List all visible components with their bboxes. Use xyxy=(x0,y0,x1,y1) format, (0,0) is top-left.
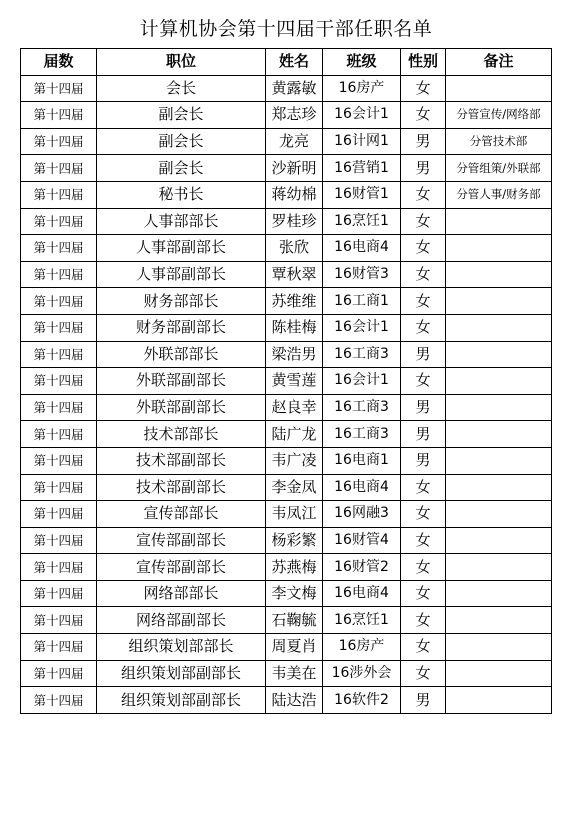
cell-gender: 女 xyxy=(401,261,446,288)
table-row xyxy=(21,102,552,129)
cell-position: 副会长 xyxy=(97,102,266,129)
cell-gender: 男 xyxy=(401,447,446,474)
cell-class: 16工商3 xyxy=(323,394,401,421)
cell-note xyxy=(446,208,552,235)
cell-class: 16财管1 xyxy=(323,181,401,208)
cell-name: 韦美在 xyxy=(266,660,323,687)
table-row xyxy=(21,261,552,288)
cell-position: 外联部副部长 xyxy=(97,394,266,421)
cell-name: 苏维维 xyxy=(266,288,323,315)
table-row xyxy=(21,155,552,182)
header-gender: 性别 xyxy=(401,49,446,76)
cell-term: 第十四届 xyxy=(21,368,97,395)
table-row xyxy=(21,527,552,554)
table-row xyxy=(21,368,552,395)
cell-term: 第十四届 xyxy=(21,527,97,554)
cell-class: 16电商1 xyxy=(323,447,401,474)
cell-gender: 男 xyxy=(401,155,446,182)
cell-name: 沙新明 xyxy=(266,155,323,182)
cell-position: 组织策划部副部长 xyxy=(97,687,266,714)
cell-name: 赵良幸 xyxy=(266,394,323,421)
table-row xyxy=(21,580,552,607)
cell-gender: 男 xyxy=(401,128,446,155)
cell-term: 第十四届 xyxy=(21,208,97,235)
table-row xyxy=(21,235,552,262)
cell-class: 16房产 xyxy=(323,75,401,102)
cell-name: 陆广龙 xyxy=(266,421,323,448)
cell-position: 网络部部长 xyxy=(97,580,266,607)
cell-term: 第十四届 xyxy=(21,394,97,421)
cell-name: 李金凤 xyxy=(266,474,323,501)
cell-position: 组织策划部副部长 xyxy=(97,660,266,687)
cell-position: 技术部副部长 xyxy=(97,474,266,501)
cell-class: 16网融3 xyxy=(323,501,401,528)
cell-term: 第十四届 xyxy=(21,580,97,607)
table-row xyxy=(21,474,552,501)
header-term: 届数 xyxy=(21,49,97,76)
cell-name: 韦凤江 xyxy=(266,501,323,528)
cell-gender: 女 xyxy=(401,288,446,315)
table-row xyxy=(21,341,552,368)
table-row xyxy=(21,501,552,528)
cell-term: 第十四届 xyxy=(21,102,97,129)
cell-class: 16财管2 xyxy=(323,554,401,581)
cell-position: 人事部副部长 xyxy=(97,261,266,288)
cell-class: 16电商4 xyxy=(323,580,401,607)
cell-class: 16工商3 xyxy=(323,421,401,448)
cell-name: 李文梅 xyxy=(266,580,323,607)
table-row xyxy=(21,687,552,714)
cell-note xyxy=(446,501,552,528)
cell-name: 杨彩繁 xyxy=(266,527,323,554)
cell-note: 分管组策/外联部 xyxy=(446,155,552,182)
cell-term: 第十四届 xyxy=(21,607,97,634)
cell-class: 16财管3 xyxy=(323,261,401,288)
cell-term: 第十四届 xyxy=(21,341,97,368)
cell-term: 第十四届 xyxy=(21,474,97,501)
cell-name: 蒋幼棉 xyxy=(266,181,323,208)
cell-note xyxy=(446,368,552,395)
cell-note xyxy=(446,580,552,607)
cell-position: 宣传部部长 xyxy=(97,501,266,528)
cell-note: 分管技术部 xyxy=(446,128,552,155)
cell-gender: 女 xyxy=(401,607,446,634)
cell-note xyxy=(446,341,552,368)
roster-body xyxy=(21,75,552,713)
cell-class: 16会计1 xyxy=(323,314,401,341)
table-row xyxy=(21,75,552,102)
table-row xyxy=(21,660,552,687)
table-row xyxy=(21,314,552,341)
cell-term: 第十四届 xyxy=(21,314,97,341)
cell-note xyxy=(446,261,552,288)
table-row xyxy=(21,181,552,208)
cell-name: 罗桂珍 xyxy=(266,208,323,235)
table-row xyxy=(21,447,552,474)
cell-note xyxy=(446,288,552,315)
cell-name: 郑志珍 xyxy=(266,102,323,129)
cell-class: 16烹饪1 xyxy=(323,607,401,634)
cell-name: 龙亮 xyxy=(266,128,323,155)
cell-gender: 女 xyxy=(401,554,446,581)
cell-name: 陆达浩 xyxy=(266,687,323,714)
cell-position: 人事部部长 xyxy=(97,208,266,235)
cell-name: 周夏肖 xyxy=(266,634,323,661)
cell-gender: 女 xyxy=(401,660,446,687)
cell-gender: 女 xyxy=(401,75,446,102)
cell-term: 第十四届 xyxy=(21,261,97,288)
cell-term: 第十四届 xyxy=(21,421,97,448)
cell-note xyxy=(446,421,552,448)
cell-class: 16烹饪1 xyxy=(323,208,401,235)
cell-position: 副会长 xyxy=(97,155,266,182)
cell-term: 第十四届 xyxy=(21,155,97,182)
cell-note: 分管人事/财务部 xyxy=(446,181,552,208)
cell-name: 黄露敏 xyxy=(266,75,323,102)
cell-term: 第十四届 xyxy=(21,447,97,474)
cell-term: 第十四届 xyxy=(21,554,97,581)
cell-term: 第十四届 xyxy=(21,634,97,661)
cell-position: 宣传部副部长 xyxy=(97,527,266,554)
cell-position: 外联部部长 xyxy=(97,341,266,368)
cell-gender: 女 xyxy=(401,580,446,607)
cell-class: 16房产 xyxy=(323,634,401,661)
cell-position: 人事部副部长 xyxy=(97,235,266,262)
table-row xyxy=(21,554,552,581)
cell-term: 第十四届 xyxy=(21,660,97,687)
cell-class: 16计网1 xyxy=(323,128,401,155)
cell-position: 会长 xyxy=(97,75,266,102)
cell-position: 秘书长 xyxy=(97,181,266,208)
table-row xyxy=(21,607,552,634)
cell-name: 苏燕梅 xyxy=(266,554,323,581)
cell-name: 张欣 xyxy=(266,235,323,262)
cell-name: 黄雪莲 xyxy=(266,368,323,395)
cell-name: 韦广凌 xyxy=(266,447,323,474)
cell-note: 分管宣传/网络部 xyxy=(446,102,552,129)
cell-name: 梁浩男 xyxy=(266,341,323,368)
header-note: 备注 xyxy=(446,49,552,76)
cell-position: 网络部副部长 xyxy=(97,607,266,634)
cell-note xyxy=(446,554,552,581)
cell-term: 第十四届 xyxy=(21,687,97,714)
header-class: 班级 xyxy=(323,49,401,76)
cell-name: 石鞠毓 xyxy=(266,607,323,634)
header-position: 职位 xyxy=(97,49,266,76)
cell-term: 第十四届 xyxy=(21,288,97,315)
cell-term: 第十四届 xyxy=(21,128,97,155)
cell-position: 财务部部长 xyxy=(97,288,266,315)
table-row xyxy=(21,394,552,421)
cell-note xyxy=(446,687,552,714)
cell-gender: 女 xyxy=(401,314,446,341)
table-row xyxy=(21,288,552,315)
cell-gender: 女 xyxy=(401,368,446,395)
cell-gender: 女 xyxy=(401,474,446,501)
table-row xyxy=(21,421,552,448)
cell-gender: 女 xyxy=(401,634,446,661)
cell-class: 16会计1 xyxy=(323,102,401,129)
cell-term: 第十四届 xyxy=(21,501,97,528)
document-title: 计算机协会第十四届干部任职名单 xyxy=(139,18,433,40)
table-row xyxy=(21,128,552,155)
cell-term: 第十四届 xyxy=(21,235,97,262)
cell-note xyxy=(446,235,552,262)
cell-note xyxy=(446,660,552,687)
cell-class: 16会计1 xyxy=(323,368,401,395)
cell-class: 16工商1 xyxy=(323,288,401,315)
cell-term: 第十四届 xyxy=(21,75,97,102)
header-name: 姓名 xyxy=(266,49,323,76)
cell-gender: 女 xyxy=(401,208,446,235)
cell-class: 16工商3 xyxy=(323,341,401,368)
cell-note xyxy=(446,314,552,341)
cell-name: 陈桂梅 xyxy=(266,314,323,341)
cell-note xyxy=(446,527,552,554)
cell-position: 技术部副部长 xyxy=(97,447,266,474)
cell-gender: 男 xyxy=(401,687,446,714)
cell-position: 财务部副部长 xyxy=(97,314,266,341)
cell-class: 16营销1 xyxy=(323,155,401,182)
cell-gender: 女 xyxy=(401,102,446,129)
cell-gender: 男 xyxy=(401,394,446,421)
cell-gender: 男 xyxy=(401,421,446,448)
cell-note xyxy=(446,474,552,501)
cell-position: 技术部部长 xyxy=(97,421,266,448)
cell-position: 组织策划部部长 xyxy=(97,634,266,661)
cell-class: 16涉外会 xyxy=(323,660,401,687)
roster-table xyxy=(20,48,552,714)
cell-class: 16软件2 xyxy=(323,687,401,714)
cell-position: 宣传部副部长 xyxy=(97,554,266,581)
cell-term: 第十四届 xyxy=(21,181,97,208)
cell-gender: 女 xyxy=(401,235,446,262)
table-row xyxy=(21,208,552,235)
cell-note xyxy=(446,607,552,634)
cell-note xyxy=(446,634,552,661)
cell-gender: 女 xyxy=(401,501,446,528)
cell-class: 16财管4 xyxy=(323,527,401,554)
cell-note xyxy=(446,447,552,474)
cell-class: 16电商4 xyxy=(323,235,401,262)
cell-position: 外联部副部长 xyxy=(97,368,266,395)
cell-name: 覃秋翠 xyxy=(266,261,323,288)
cell-position: 副会长 xyxy=(97,128,266,155)
cell-note xyxy=(446,394,552,421)
cell-class: 16电商4 xyxy=(323,474,401,501)
table-header-row xyxy=(21,49,552,76)
table-row xyxy=(21,634,552,661)
cell-gender: 女 xyxy=(401,527,446,554)
cell-gender: 女 xyxy=(401,181,446,208)
cell-gender: 男 xyxy=(401,341,446,368)
cell-note xyxy=(446,75,552,102)
